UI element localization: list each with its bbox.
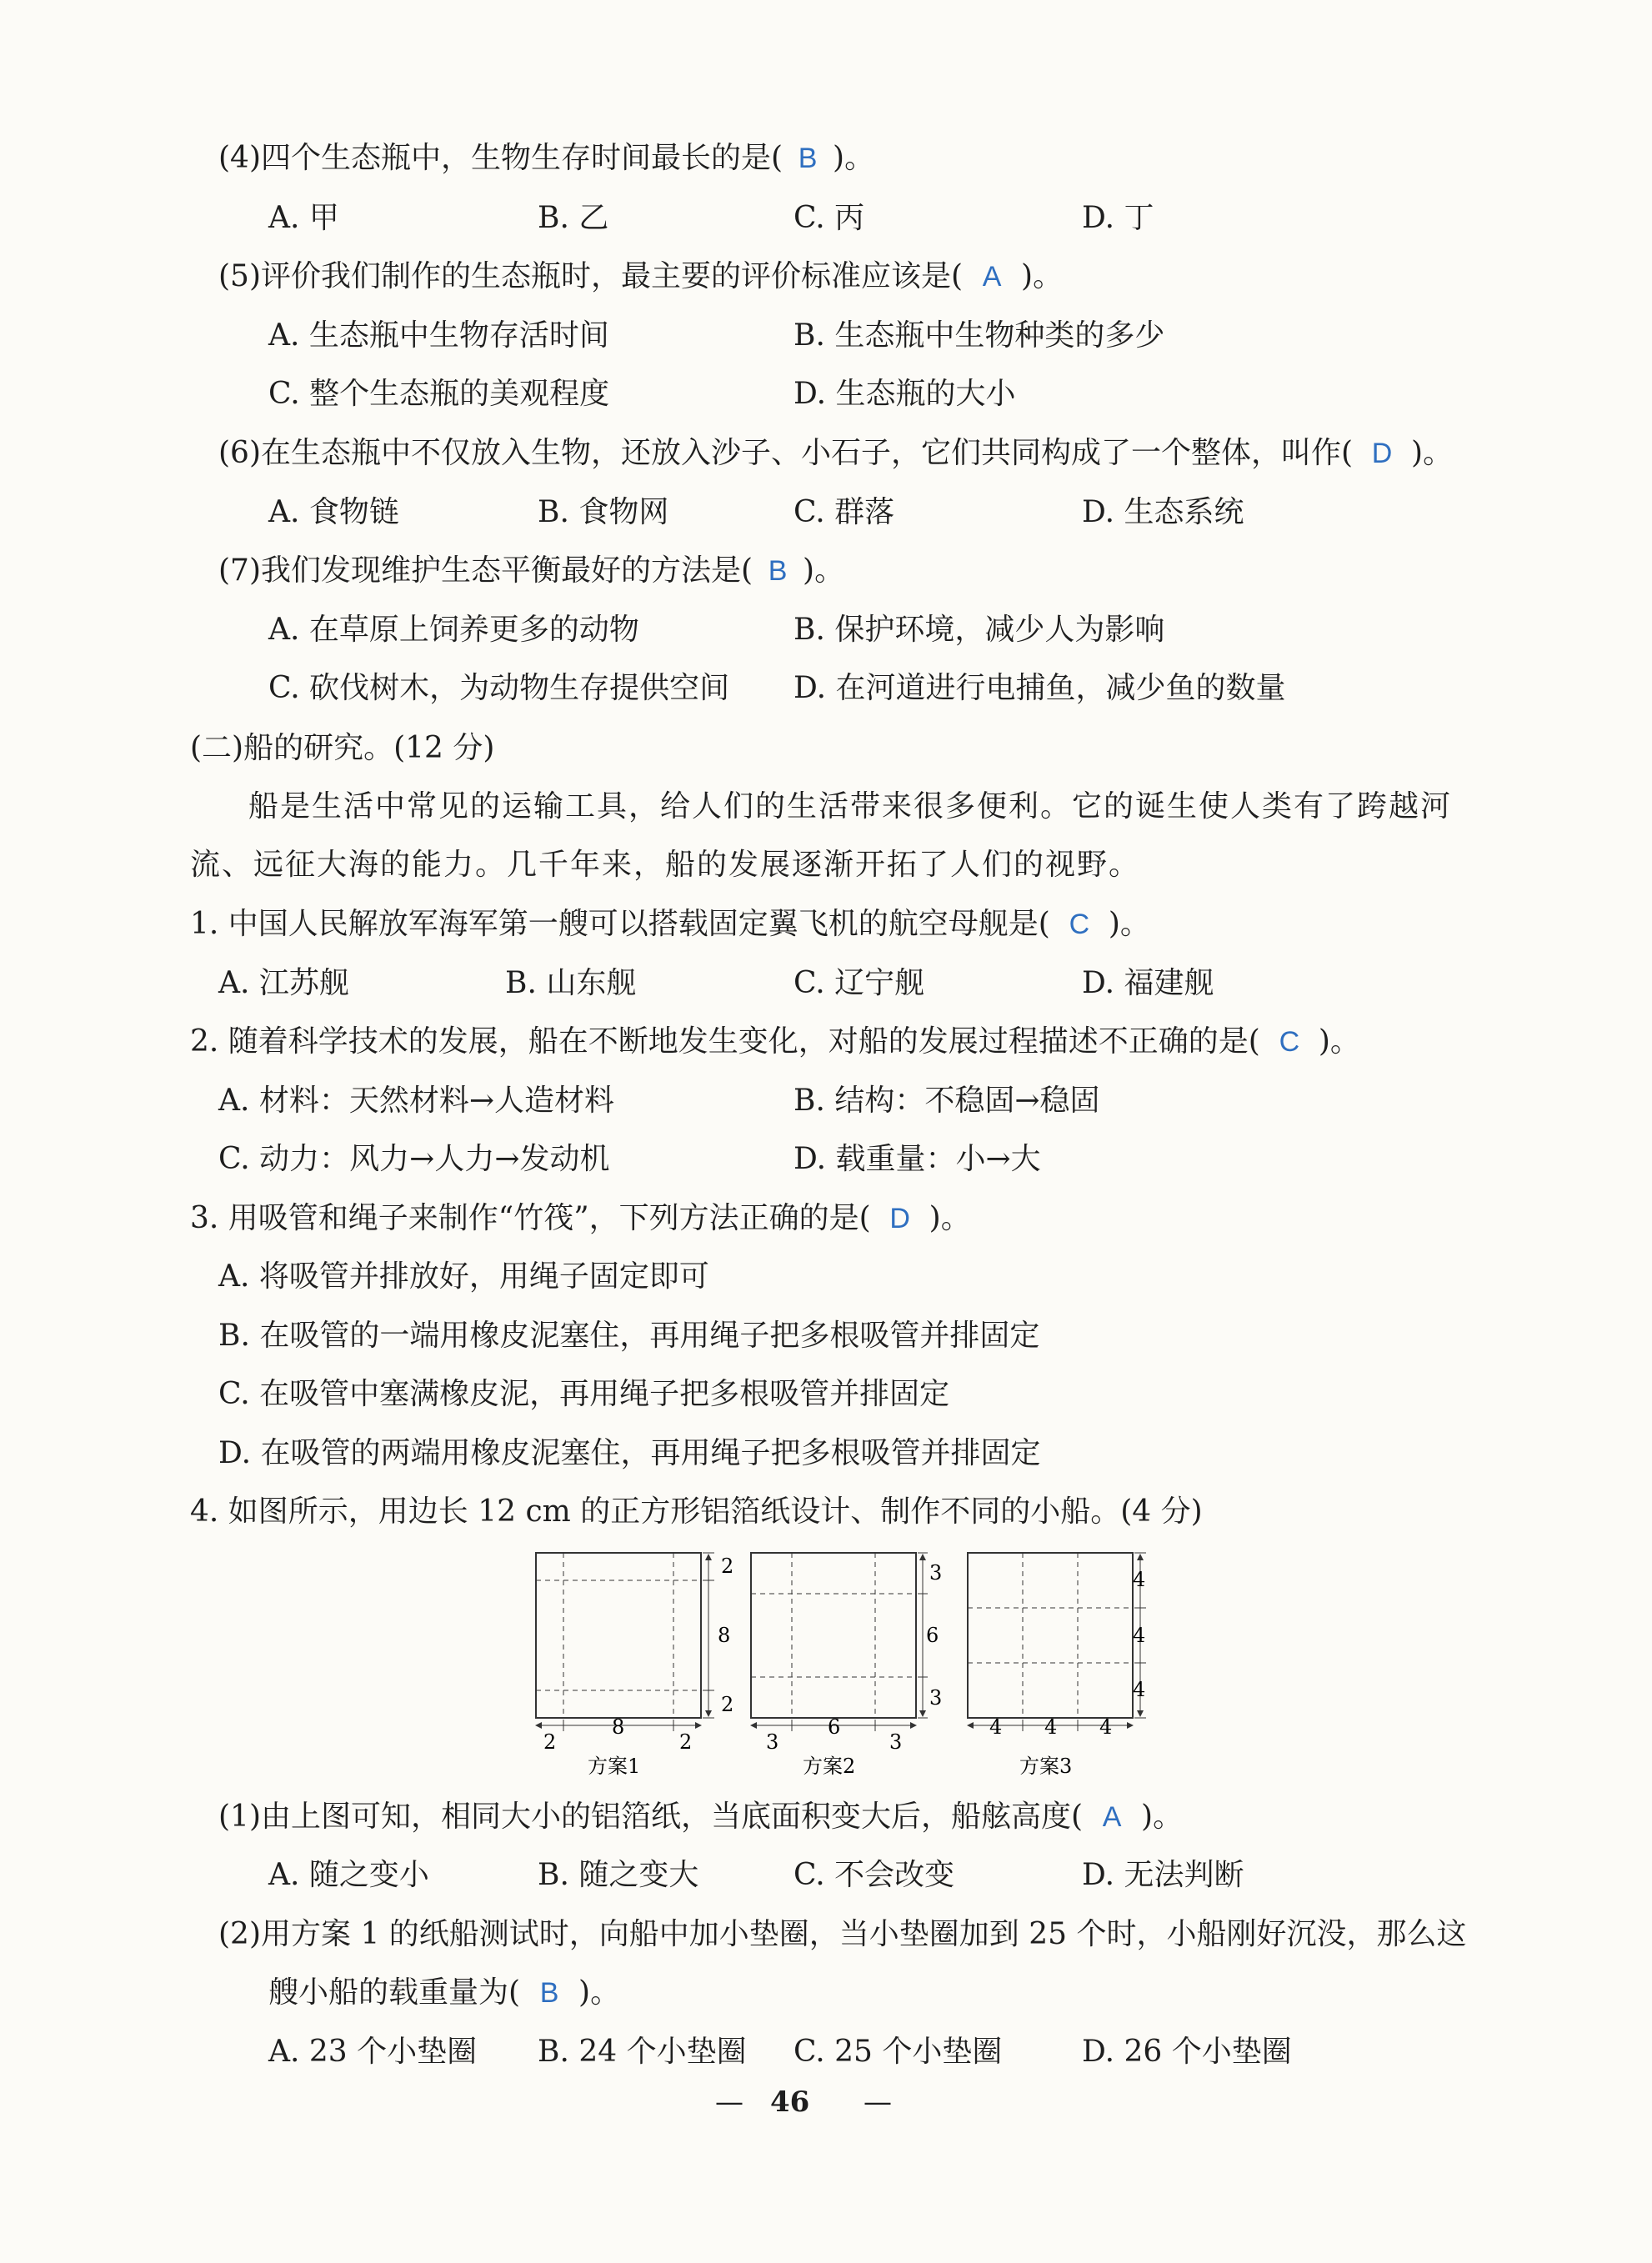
plan-1-side-label-3: 2 (721, 1693, 734, 1716)
boat-plans-figure (529, 1546, 1179, 1788)
s4q2-option-b: B. 24 个小垫圈 (538, 2035, 747, 2069)
question-4-answer: B (798, 143, 818, 174)
section-2-intro-line-2: 流、远征大海的能力。几千年来，船的发展逐渐开拓了人们的视野。 (190, 848, 1141, 882)
plan-2-side-label-1: 3 (929, 1561, 943, 1585)
q6-option-b: B. 食物网 (538, 495, 669, 529)
plan-1-bottom-label-3: 2 (679, 1730, 693, 1754)
plan-1-side-label-2: 8 (718, 1624, 731, 1647)
plan-1-bottom-label-2: 8 (612, 1715, 625, 1739)
s1-stem: 1. 中国人民解放军海军第一艘可以搭载固定翼飞机的航空母舰是( C )。 (190, 907, 1150, 941)
plan-3-bottom-label-3: 4 (1099, 1715, 1113, 1739)
plan-3-bottom-label-2: 4 (1044, 1715, 1058, 1739)
plan-3-side-label-3: 4 (1133, 1678, 1146, 1701)
s2-option-d: D. 载重量：小→大 (793, 1142, 1041, 1176)
plan-3-diagram (968, 1553, 1146, 1731)
section-2-title: (二)船的研究。(12 分) (190, 731, 495, 765)
plan-3-side-label-2: 4 (1133, 1624, 1146, 1647)
s4-stem: 4. 如图所示，用边长 12 cm 的正方形铝箔纸设计、制作不同的小船。(4 分) (190, 1494, 1203, 1529)
plan-2-diagram (751, 1553, 928, 1731)
question-4-stem: (4)四个生态瓶中，生物生存时间最长的是( B )。 (218, 141, 875, 175)
plan-1-side-label-1: 2 (721, 1555, 734, 1578)
plan-2-bottom-label-3: 3 (889, 1730, 903, 1754)
plan-1-caption: 方案1 (588, 1755, 641, 1778)
s2-option-b: B. 结构：不稳固→稳固 (793, 1084, 1100, 1118)
page-dash-left: — (715, 2085, 743, 2119)
question-7-stem: (7)我们发现维护生态平衡最好的方法是( B )。 (218, 553, 845, 588)
plan-2-bottom-label-2: 6 (828, 1715, 841, 1739)
s4q2-stem-line-1: (2)用方案 1 的纸船测试时，向船中加小垫圈，当小垫圈加到 25 个时，小船刚好沉没，那么这 (218, 1917, 1467, 1951)
page-dash-right: — (864, 2085, 892, 2119)
plan-3-caption: 方案3 (1019, 1755, 1073, 1778)
q4-option-a: A. 甲 (268, 201, 339, 235)
s1-option-c: C. 辽宁舰 (793, 966, 925, 1000)
s4q2-answer: B (539, 1977, 559, 2009)
s2-answer: C (1279, 1026, 1300, 1058)
q6-option-a: A. 食物链 (268, 495, 399, 529)
question-5-answer: A (982, 261, 1002, 293)
s1-answer: C (1069, 909, 1090, 940)
q6-option-d: D. 生态系统 (1082, 495, 1244, 529)
q4-option-d: D. 丁 (1082, 201, 1154, 235)
s4q1-answer: A (1102, 1801, 1122, 1833)
s1-option-a: A. 江苏舰 (218, 966, 349, 1000)
q5-option-d: D. 生态瓶的大小 (793, 377, 1016, 411)
plan-2-bottom-label-1: 3 (766, 1730, 779, 1754)
question-6-stem: (6)在生态瓶中不仅放入生物，还放入沙子、小石子，它们共同构成了一个整体，叫作( D )。 (218, 436, 1454, 470)
plan-2-caption: 方案2 (803, 1755, 856, 1778)
page-number: 46 (770, 2085, 810, 2119)
s1-option-b: B. 山东舰 (505, 966, 637, 1000)
s3-option-c: C. 在吸管中塞满橡皮泥，再用绳子把多根吸管并排固定 (218, 1377, 950, 1411)
s4q1-option-b: B. 随之变大 (538, 1858, 699, 1892)
question-5-stem: (5)评价我们制作的生态瓶时，最主要的评价标准应该是( A )。 (218, 259, 1064, 293)
plan-1-bottom-label-1: 2 (543, 1730, 557, 1754)
s3-answer: D (889, 1203, 910, 1234)
s4q2-option-a: A. 23 个小垫圈 (268, 2035, 478, 2069)
plan-2-side-label-2: 6 (926, 1624, 939, 1647)
plan-1-diagram (536, 1553, 714, 1731)
s3-stem: 3. 用吸管和绳子来制作“竹筏”，下列方法正确的是( D )。 (190, 1201, 971, 1235)
q6-option-c: C. 群落 (793, 495, 895, 529)
plan-2-side-label-3: 3 (929, 1686, 943, 1710)
q7-option-b: B. 保护环境，减少人为影响 (793, 613, 1165, 647)
plan-3-side-label-1: 4 (1133, 1568, 1146, 1591)
s4q1-option-d: D. 无法判断 (1082, 1858, 1244, 1892)
q5-option-b: B. 生态瓶中生物种类的多少 (793, 318, 1165, 353)
s2-option-c: C. 动力：风力→人力→发动机 (218, 1142, 610, 1176)
q5-option-c: C. 整个生态瓶的美观程度 (268, 377, 610, 411)
s4q2-option-c: C. 25 个小垫圈 (793, 2035, 1003, 2069)
q4-option-c: C. 丙 (793, 201, 865, 235)
q4-option-b: B. 乙 (538, 201, 609, 235)
s2-option-a: A. 材料：天然材料→人造材料 (218, 1084, 615, 1118)
s1-option-d: D. 福建舰 (1082, 966, 1214, 1000)
q5-option-a: A. 生态瓶中生物存活时间 (268, 318, 609, 353)
plan-3-bottom-label-1: 4 (989, 1715, 1003, 1739)
q7-option-d: D. 在河道进行电捕鱼，减少鱼的数量 (793, 671, 1286, 705)
s3-option-d: D. 在吸管的两端用橡皮泥塞住，再用绳子把多根吸管并排固定 (218, 1436, 1041, 1470)
section-2-intro-line-1: 船是生活中常见的运输工具，给人们的生活带来很多便利。它的诞生使人类有了跨越河 (248, 789, 1453, 824)
question-6-answer: D (1371, 438, 1393, 469)
q7-option-c: C. 砍伐树木，为动物生存提供空间 (268, 671, 730, 705)
s3-option-a: A. 将吸管并排放好，用绳子固定即可 (218, 1259, 709, 1294)
s2-stem: 2. 随着科学技术的发展，船在不断地发生变化，对船的发展过程描述不正确的是( C )。 (190, 1024, 1360, 1059)
q7-option-a: A. 在草原上饲养更多的动物 (268, 613, 639, 647)
boat-plans-diagram (529, 1546, 1179, 1788)
s4q2-option-d: D. 26 个小垫圈 (1082, 2035, 1292, 2069)
s3-option-b: B. 在吸管的一端用橡皮泥塞住，再用绳子把多根吸管并排固定 (218, 1319, 1040, 1353)
s4q2-stem-line-2: 艘小船的载重量为( B )。 (268, 1975, 621, 2010)
s4q1-option-a: A. 随之变小 (268, 1858, 429, 1892)
s4q1-option-c: C. 不会改变 (793, 1858, 955, 1892)
s4q1-stem: (1)由上图可知，相同大小的铝箔纸，当底面积变大后，船舷高度( A )。 (218, 1800, 1184, 1834)
question-7-answer: B (768, 555, 788, 587)
